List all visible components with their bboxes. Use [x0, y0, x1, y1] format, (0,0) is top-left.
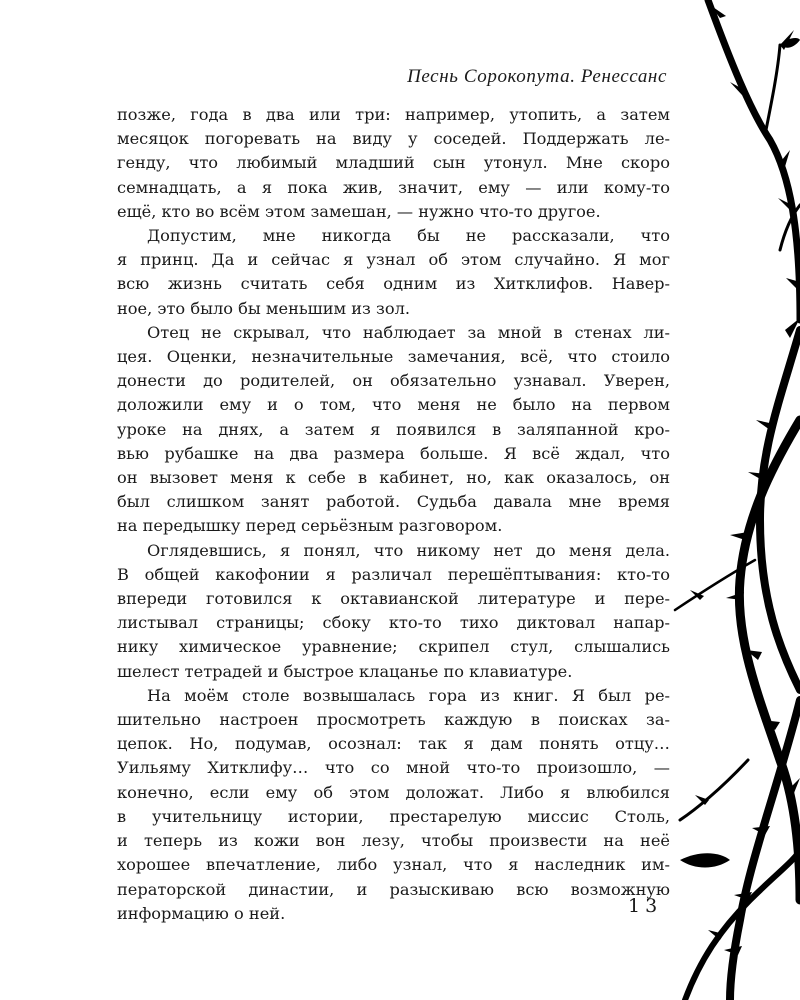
paragraph	[117, 684, 670, 926]
thorny-vine-ornament-icon	[660, 0, 800, 1000]
text-line: информацию о ней.	[117, 903, 286, 923]
text-line: шительно настроен просмотреть каждую в поисках за-	[117, 710, 670, 730]
text-line: Оглядевшись, я понял, что никому нет до меня дела.	[147, 540, 670, 560]
text-line: цепок. Но, подумав, осознал: так я дам понять отцу…	[117, 734, 670, 754]
text-line: семнадцать, а я пока жив, значит, ему — или кому-то	[117, 177, 670, 197]
paragraph	[117, 103, 670, 224]
text-line: я принц. Да и сейчас я узнал об этом случайно. Я мог	[117, 250, 670, 270]
text-line: ператорской династии, и разыскиваю всю возможную	[117, 879, 670, 899]
text-line: всю жизнь считать себя одним из Хитклифов. Навер-	[117, 274, 670, 294]
page-number: 13	[628, 895, 663, 917]
text-line: Допустим, мне никогда бы не рассказали, что	[147, 226, 670, 246]
text-line: шелест тетрадей и быстрое клацанье по клавиатуре.	[117, 661, 573, 681]
text-line: листывал страницы; сбоку кто-то тихо диктовал напар-	[117, 613, 670, 633]
text-line: ное, это было бы меньшим из зол.	[117, 298, 411, 318]
text-line: донести до родителей, он обязательно узнавал. Уверен,	[117, 371, 670, 391]
text-line: впереди готовился к октавианской литературе и пере-	[117, 589, 670, 609]
text-line: уроке на днях, а затем я появился в заляпанной кро-	[117, 419, 670, 439]
text-line: конечно, если ему об этом доложат. Либо я влюбился	[117, 782, 670, 802]
text-line: ещё, кто во всём этом замешан, — нужно что-то другое.	[117, 201, 601, 221]
text-line: и теперь из кожи вон лезу, чтобы произвести на неё	[117, 831, 670, 851]
text-line: Уильяму Хитклифу… что со мной что-то произошло, —	[117, 758, 670, 778]
paragraph	[117, 321, 670, 539]
text-line: был слишком занят работой. Судьба давала мне время	[117, 492, 670, 512]
text-line: он вызовет меня к себе в кабинет, но, как оказалось, он	[117, 468, 670, 488]
text-line: нику химическое уравнение; скрипел стул, слышались	[117, 637, 670, 657]
text-line: в учительницу истории, престарелую миссис Столь,	[117, 806, 670, 826]
text-line: хорошее впечатление, либо узнал, что я наследник им-	[117, 855, 670, 875]
text-line: на передышку перед серьёзным разговором.	[117, 516, 503, 536]
text-line: позже, года в два или три: например, утопить, а затем	[117, 105, 670, 124]
text-line: месяцок погоревать на виду у соседей. Поддержать ле-	[117, 129, 670, 149]
text-line: В общей какофонии я различал перешёптывания: кто-то	[117, 564, 670, 584]
text-line: доложили ему и о том, что меня не было на первом	[117, 395, 670, 415]
text-line: вью рубашке на два размера больше. Я всё ждал, что	[117, 443, 670, 463]
paragraph	[117, 224, 670, 321]
running-header: Песнь Сорокопута. Ренессанс	[407, 66, 667, 87]
text-line: На моём столе возвышалась гора из книг. Я был ре-	[147, 685, 670, 705]
text-line: цея. Оценки, незначительные замечания, всё, что стоило	[117, 347, 670, 367]
paragraph	[117, 539, 670, 684]
text-line: Отец не скрывал, что наблюдает за мной в стенах ли-	[147, 322, 670, 342]
text-line: генду, что любимый младший сын утонул. Мне скоро	[117, 153, 670, 173]
body-text	[117, 103, 670, 926]
